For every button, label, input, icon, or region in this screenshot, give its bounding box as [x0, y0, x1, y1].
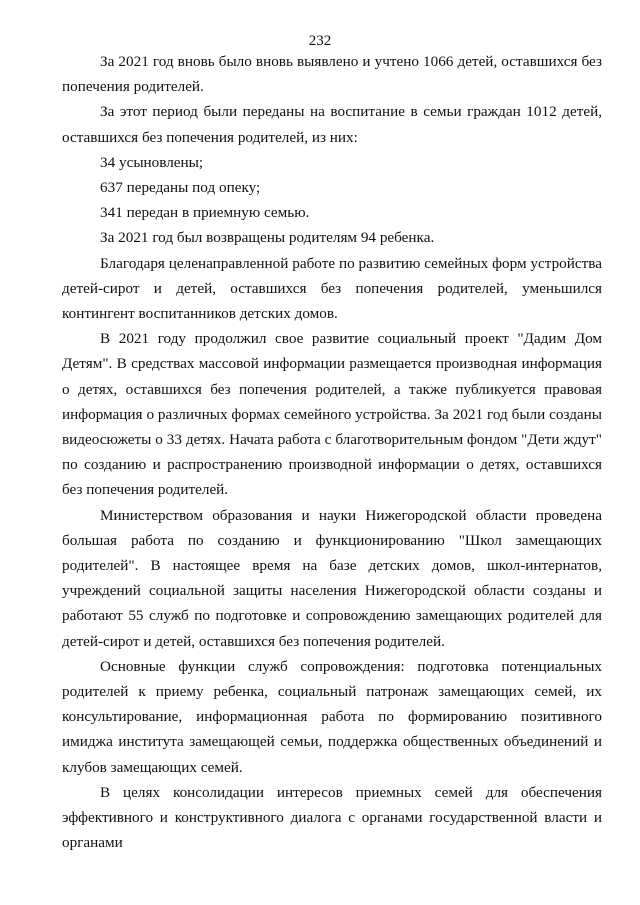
paragraph-family-forms: Благодаря целенаправленной работе по развитию семейных форм устройства детей-сирот и детей, оставшихся без попечения родителей, уменьшился контингент воспитанников детских домов.: [62, 254, 602, 323]
document-body: [62, 49, 602, 856]
list-item-foster-family: 341 передан в приемную семью.: [100, 204, 310, 222]
list-item-guardianship: 637 переданы под опеку;: [100, 179, 261, 197]
paragraph-consolidation: В целях консолидации интересов приемных семей для обеспечения эффективного и конструктивного диалога с органами государственной власти и органами: [62, 783, 602, 852]
paragraph-1: За 2021 год вновь было вновь выявлено и учтено 1066 детей, оставшихся без попечения родителей.: [62, 53, 602, 96]
paragraph-social-project: В 2021 году продолжил свое развитие социальный проект "Дадим Дом Детям". В средствах массовой информации размещается производная информация о детях, оставшихся без попечения родителей, а также публикуется правовая информация о различных формах семейного устройства. За 2021 год были созданы видеосюжеты о 33 детях. Начата работа с благотворительным фондом "Дети ждут" по созданию и распространению производной информации о детях, оставшихся без попечения родителей.: [62, 330, 602, 499]
list-item-adopted: 34 усыновлены;: [100, 153, 204, 171]
paragraph-returned-to-parents: За 2021 год был возвращены родителям 94 ребенка.: [100, 229, 435, 247]
paragraph-2: За этот период были переданы на воспитание в семьи граждан 1012 детей, оставшихся без попечения родителей, из них:: [62, 103, 602, 146]
paragraph-support-services: Основные функции служб сопровождения: подготовка потенциальных родителей к приему ребенка, социальный патронаж замещающих семей, их консультирование, информационная работа по формированию позитивного имиджа института замещающей семьи, поддержка общественных объединений и клубов замещающих семей.: [62, 657, 602, 776]
page-number: 232: [308, 33, 332, 49]
paragraph-foster-parent-schools: Министерством образования и науки Нижегородской области проведена большая работа по созданию и функционированию "Школ замещающих родителей". В настоящее время на базе детских домов, школ-интернатов, учреждений социальной защиты населения Нижегородской области созданы и работают 55 служб по подготовке и сопровождению замещающих родителей для детей-сирот и детей, оставшихся без попечения родителей.: [62, 506, 602, 650]
